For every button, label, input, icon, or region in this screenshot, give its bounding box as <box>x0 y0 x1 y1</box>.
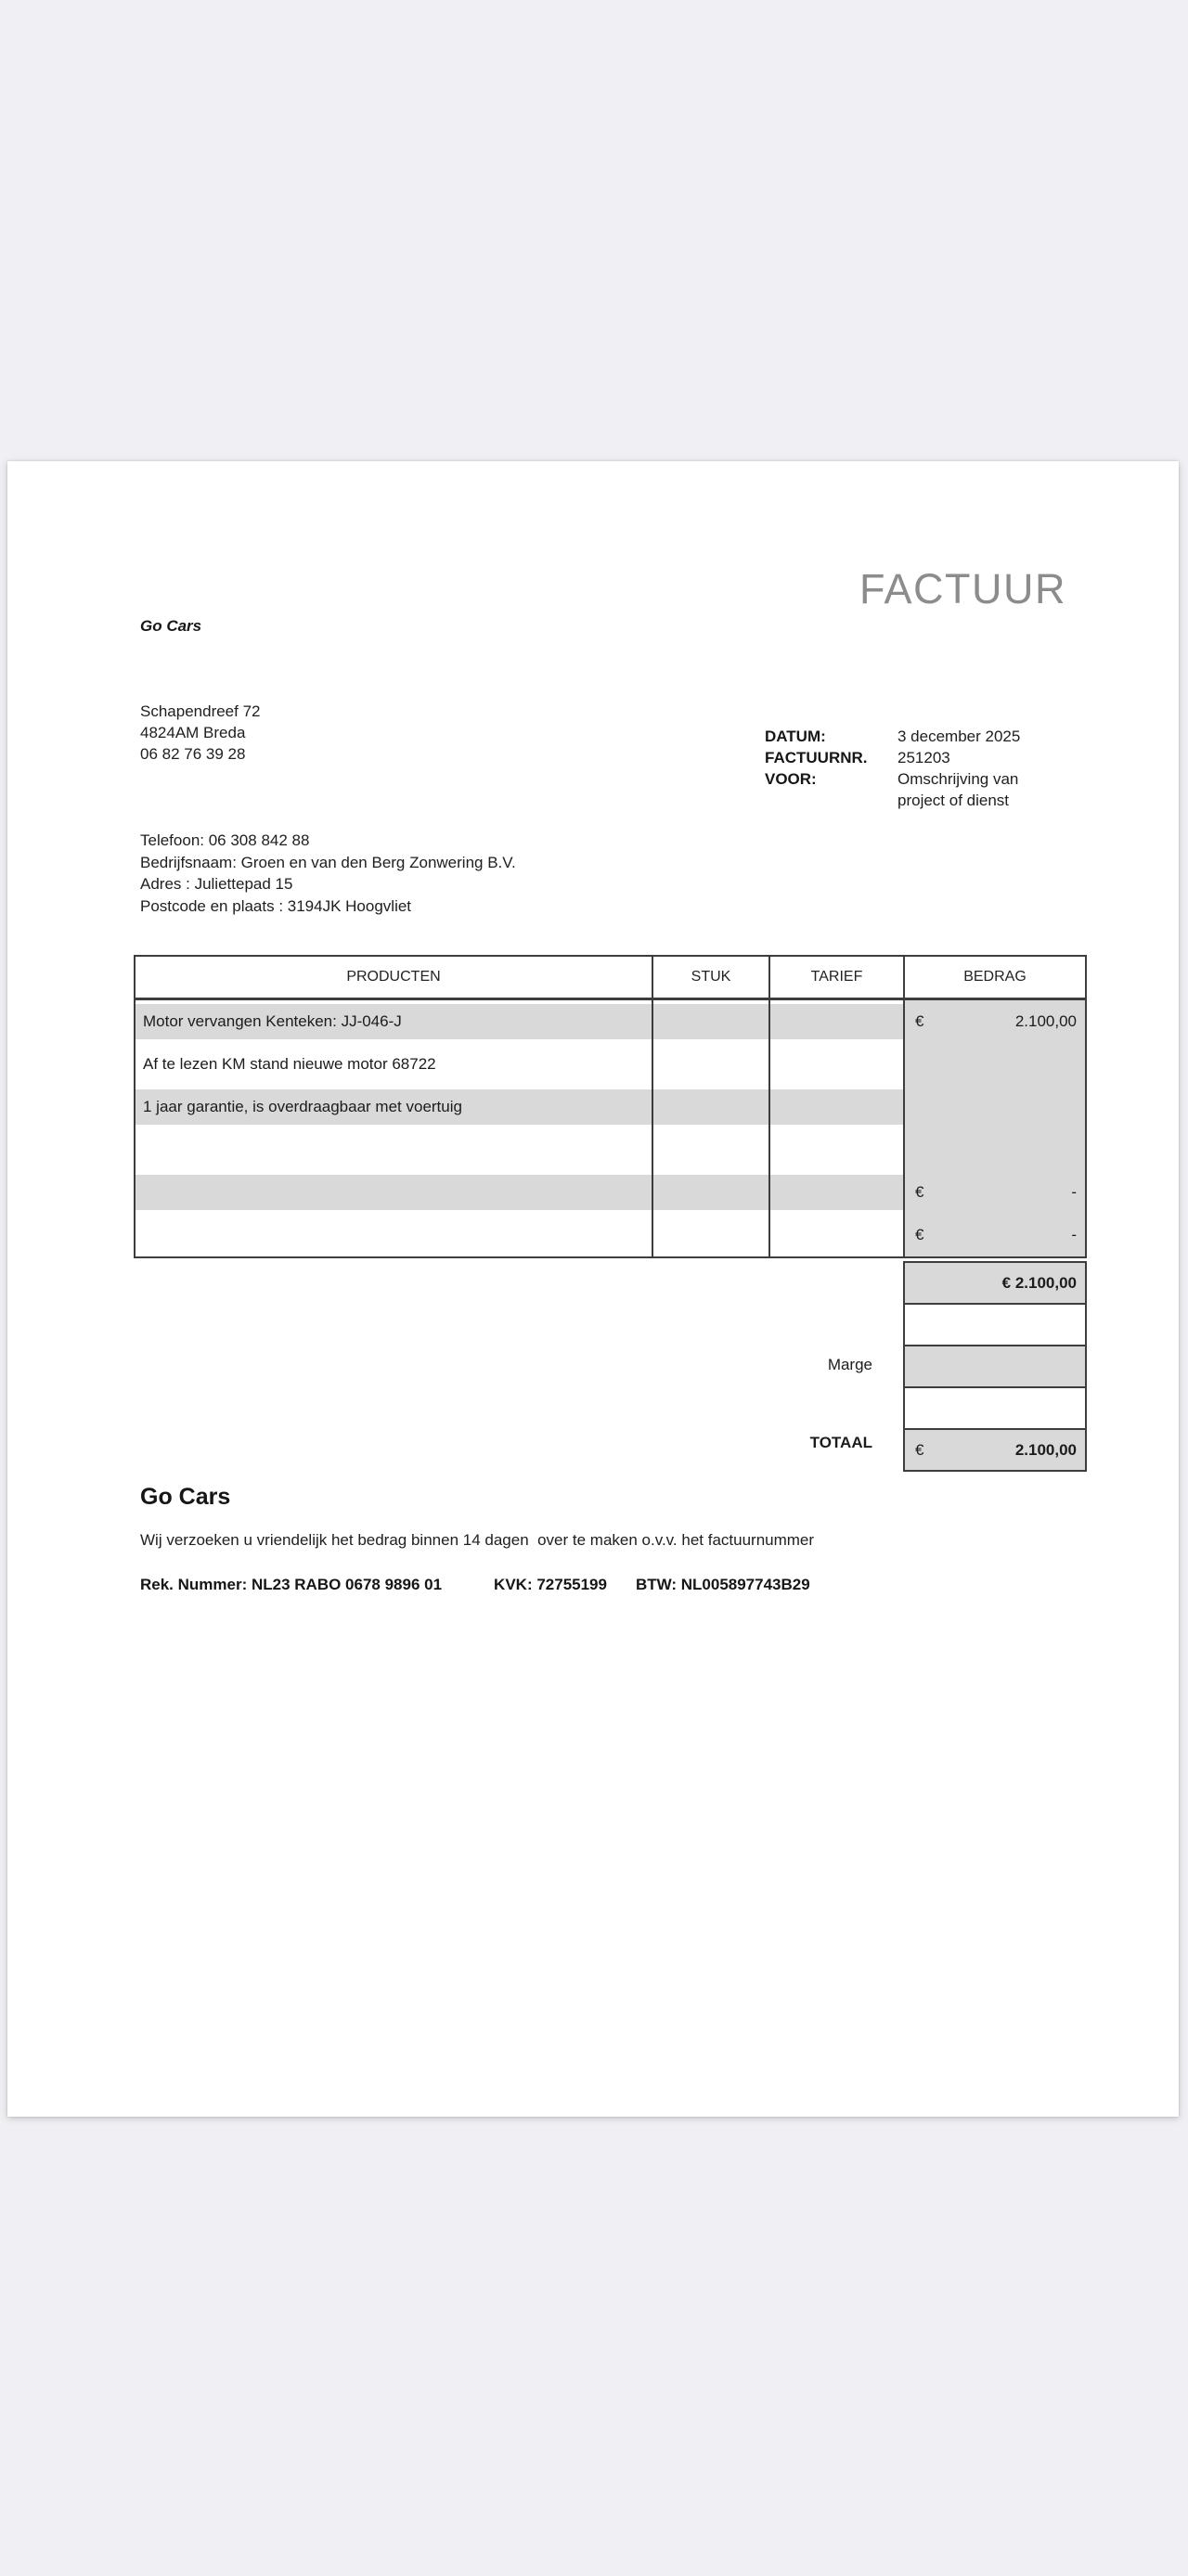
invoice-number: 251203 <box>897 749 950 766</box>
empty-total-cell <box>903 1303 1087 1346</box>
table-row-product <box>143 1171 644 1214</box>
marge-value-cell <box>903 1345 1087 1388</box>
label-factuurnr: FACTUURNR. <box>765 749 868 766</box>
customer-phone: Telefoon: 06 308 842 88 <box>140 831 310 849</box>
invoice-title: FACTUUR <box>859 565 1066 612</box>
invoice-page <box>7 461 1179 2117</box>
invoice-voor-line: project of dienst <box>897 792 1010 809</box>
payment-terms-note: Wij verzoeken u vriendelijk het bedrag binnen 14 dagen over te maken o.v.v. het factuurnummer <box>140 1531 815 1549</box>
customer-city: Postcode en plaats : 3194JK Hoogvliet <box>140 896 412 915</box>
customer-details-block <box>140 830 516 917</box>
sender-address-line: 4824AM Breda <box>140 724 246 741</box>
invoice-date: 3 december 2025 <box>897 728 1021 745</box>
label-voor: VOOR: <box>765 770 817 788</box>
sender-address-line: 06 82 76 39 28 <box>140 745 246 763</box>
table-row-product: Af te lezen KM stand nieuwe motor 68722 <box>143 1055 436 1073</box>
table-row-product: 1 jaar garantie, is overdraagbaar met voertuig <box>143 1098 462 1115</box>
company-logo-text: Go Cars <box>140 617 202 635</box>
subtotal-cell: € 2.100,00 <box>903 1261 1087 1305</box>
table-row-amount <box>905 1214 1085 1256</box>
customer-company: Bedrijfsnaam: Groen en van den Berg Zonwering B.V. <box>140 853 516 871</box>
table-row-product <box>143 1214 644 1256</box>
customer-street: Adres : Juliettepad 15 <box>140 875 293 893</box>
bank-details-line <box>140 1576 810 1594</box>
empty-total-cell <box>903 1386 1087 1430</box>
invoice-meta-labels <box>765 726 868 790</box>
line-items-table <box>134 955 1087 1258</box>
table-row-amount <box>905 1171 1085 1214</box>
grand-total-amount: 2.100,00 <box>1014 1441 1077 1459</box>
label-datum: DATUM: <box>765 728 826 745</box>
table-body <box>136 1000 1085 1256</box>
sender-address-line: Schapendreef 72 <box>140 702 261 720</box>
grand-total-cell <box>903 1428 1087 1472</box>
btw-number: BTW: NL005897743B29 <box>635 1576 810 1593</box>
totaal-label: TOTAAL <box>809 1434 872 1451</box>
column-header-stuk: STUK <box>653 957 770 998</box>
column-header-producten: PRODUCTEN <box>136 957 653 998</box>
totals-column <box>903 1261 1087 1472</box>
column-divider <box>652 1000 653 1256</box>
invoice-voor-line: Omschrijving van <box>897 770 1019 788</box>
footer-company-name: Go Cars <box>140 1484 231 1510</box>
table-row-amount <box>905 1000 1085 1043</box>
invoice-meta-values <box>897 726 1020 811</box>
column-header-tarief: TARIEF <box>770 957 905 998</box>
column-divider <box>768 1000 770 1256</box>
amount-value: - <box>1071 1226 1077 1243</box>
marge-label: Marge <box>827 1356 872 1373</box>
currency-symbol: € <box>915 1012 924 1030</box>
currency-symbol: € <box>915 1183 924 1201</box>
kvk-number: KVK: 72755199 <box>494 1576 607 1593</box>
currency-symbol: € <box>915 1441 924 1459</box>
column-header-bedrag: BEDRAG <box>963 969 1027 985</box>
table-row-product: Motor vervangen Kenteken: JJ-046-J <box>143 1012 402 1030</box>
amount-value: - <box>1071 1183 1077 1201</box>
currency-symbol: € <box>915 1226 924 1243</box>
table-header-row <box>136 957 1085 1000</box>
sender-address-block <box>140 701 261 765</box>
amount-value: 2.100,00 <box>1014 1012 1077 1030</box>
bank-account-number: Rek. Nummer: NL23 RABO 0678 9896 01 <box>140 1576 443 1593</box>
table-row-product <box>143 1128 644 1171</box>
